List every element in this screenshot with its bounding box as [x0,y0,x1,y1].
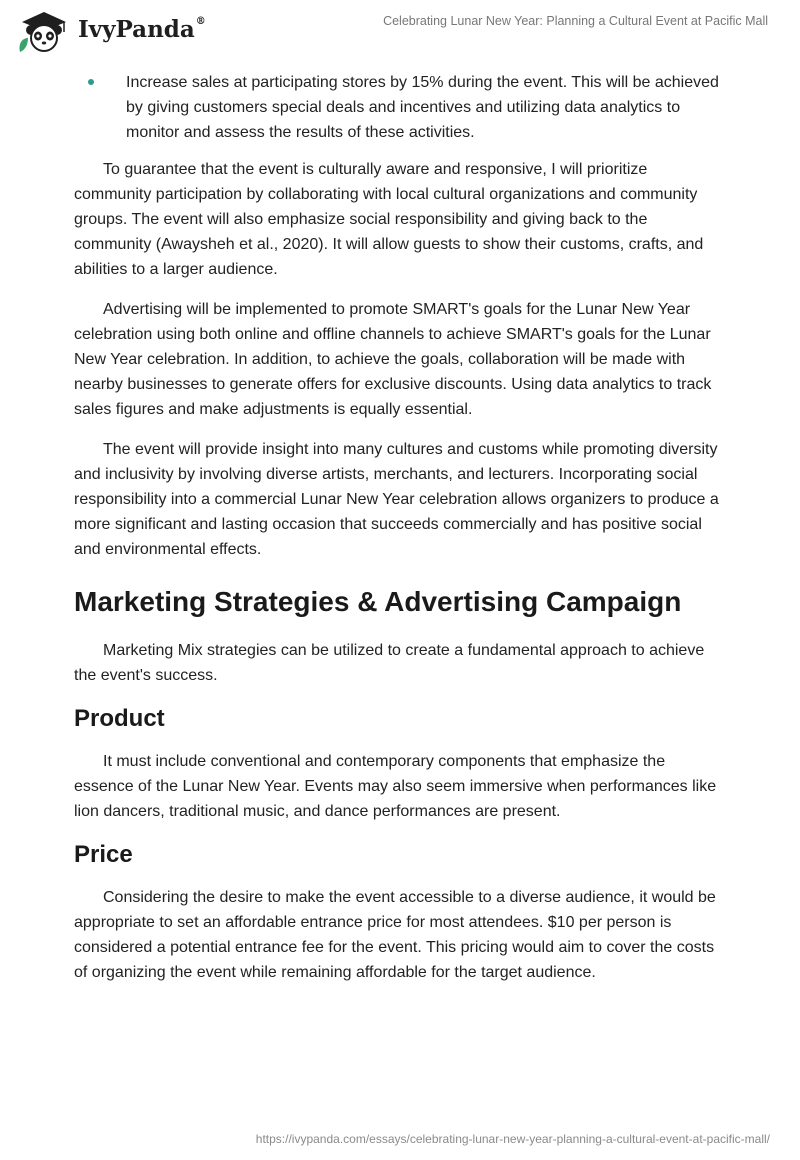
bullet-text: Increase sales at participating stores by 15% during the event. This will be achieved by giving customers special deals and incentives and utilizing data analytics to monitor and assess the results of these activities. [126,74,719,141]
heading-price: Price [74,841,133,868]
panda-icon [14,8,74,52]
document-title: Celebrating Lunar New Year: Planning a Cultural Event at Pacific Mall [383,14,768,28]
logo-wordmark [78,16,206,43]
paragraph-product: It must include conventional and contemporary components that emphasize the essence of the Lunar New Year. Events may also seem immersive when performances like lion dancers, traditional music, and dance performances are present. [74,753,717,820]
paragraph-community: To guarantee that the event is culturally aware and responsive, I will prioritize community participation by collaborating with local cultural organizations and community groups. The event will also emphasize social responsibility and giving back to the community (Awaysheh et al., 2020). It will allow guests to show their customs, crafts, and abilities to a larger audience. [74,161,704,278]
heading-product: Product [74,705,165,732]
page-header [0,0,800,62]
article-body [74,70,724,1000]
heading-marketing-strategies: Marketing Strategies & Advertising Campaign [74,586,682,617]
paragraph-advertising: Advertising will be implemented to promote SMART's goals for the Lunar New Year celebration using both online and offline channels to achieve SMART's goals for the Lunar New Year celebration. In addition, to achieve the goals, collaboration will be made with nearby businesses to generate offers for exclusive discounts. Using data analytics to track sales figures and make adjustments is equally essential. [74,301,712,418]
registered-mark: ® [195,15,206,27]
paragraph-marketing-mix: Marketing Mix strategies can be utilized to create a fundamental approach to achieve the event's success. [74,642,705,684]
footer-url-link[interactable]: https://ivypanda.com/essays/celebrating-lunar-new-year-planning-a-cultural-event-at-pacific-mall/ [255,1132,770,1146]
bullet-item [74,70,724,145]
bullet-dot-icon [88,79,94,85]
logo-text: IvyPanda [78,15,195,43]
ivypanda-logo[interactable] [14,8,206,52]
paragraph-diversity: The event will provide insight into many cultures and customs while promoting diversity and inclusivity by involving diverse artists, merchants, and lecturers. Incorporating social responsibility into a commercial Lunar New Year celebration allows organizers to produce a more significant and lasting occasion that succeeds commercially and has positive social and environmental effects. [74,441,719,558]
paragraph-price: Considering the desire to make the event accessible to a diverse audience, it would be appropriate to set an affordable entrance price for most attendees. $10 per person is considered a potential entrance fee for the event. This pricing would aim to cover the costs of organizing the event while remaining affordable for the target audience. [74,889,716,981]
